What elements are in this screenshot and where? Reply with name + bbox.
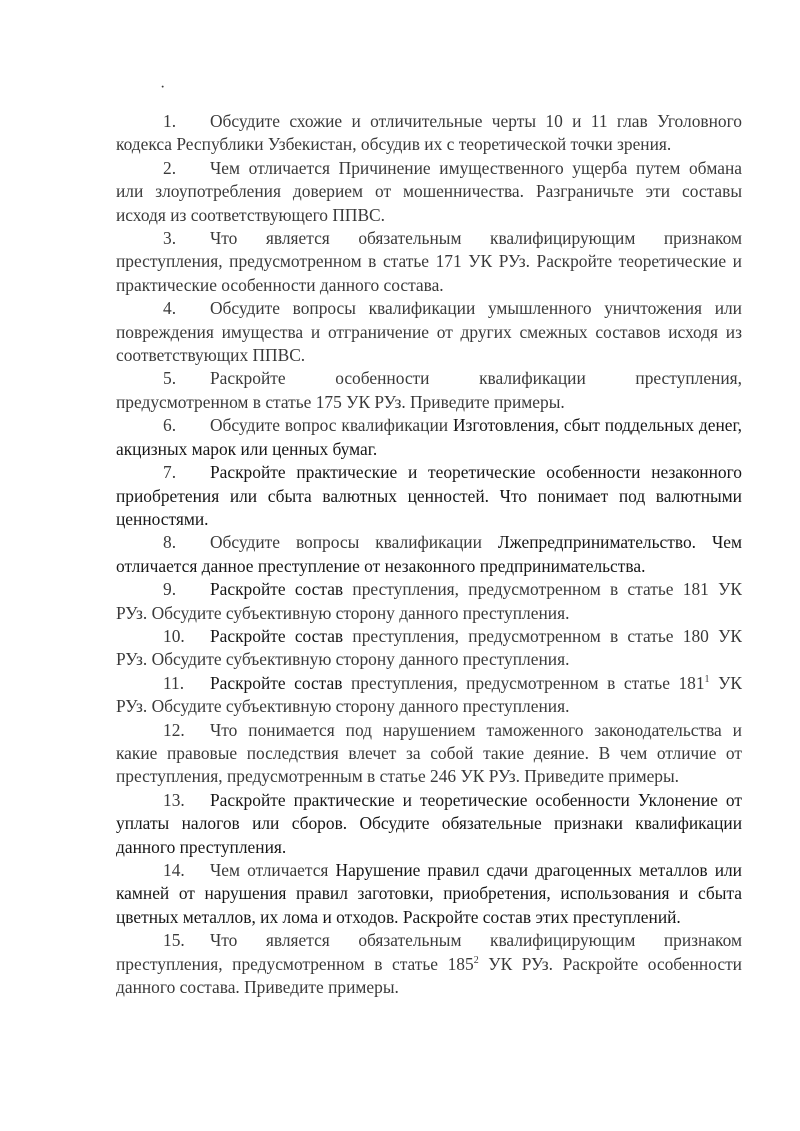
- question-text: Изготовления, сбыт поддельных денег, акцизных марок или ценных бумаг.: [116, 415, 742, 459]
- question-number: 8.: [163, 532, 177, 553]
- question-number: 6.: [163, 415, 177, 436]
- question-text: УК РУз. Раскройте особенности данного состава. Приведите примеры.: [116, 953, 742, 998]
- question-text: преступления, предусмотренном в статье 181: [342, 672, 705, 693]
- question-text: Обсудите схожие и отличительные черты 10 и 11 глав Уголовного кодекса Республики Узбекистан, обсудив их с теоретической точки зрения.: [116, 111, 742, 155]
- superscript: 1: [704, 673, 710, 685]
- question-item: [116, 297, 742, 367]
- question-text: Раскройте практические и теоретические особенности Уклонение от уплаты налогов или сборов. Обсудите обязательные признаки квалификации данного преступления.: [116, 789, 742, 857]
- bullet-mark: ·: [160, 79, 166, 96]
- question-number: 13.: [163, 789, 185, 810]
- question-text: Что является обязательным квалифицирующим признаком преступления, предусмотренном в статье 185: [116, 930, 742, 974]
- question-list: [116, 110, 742, 999]
- question-number: 10.: [163, 625, 185, 646]
- superscript: 2: [473, 954, 479, 966]
- question-text: преступления, предусмотренном в статье 181 УК РУз. Обсудите субъективную сторону данного преступления.: [116, 579, 743, 623]
- question-text: Обсудите вопрос квалификации: [210, 415, 453, 436]
- question-text: Лжепредпринимательство. Чем отличается данное преступление от незаконного предпринимательства.: [116, 532, 742, 576]
- question-text: преступления, предусмотренном в статье 180 УК РУз. Обсудите субъективную сторону данного преступления.: [116, 625, 743, 670]
- question-number: 1.: [163, 111, 177, 131]
- question-item: [116, 578, 742, 625]
- question-item: [116, 719, 742, 789]
- question-text: Раскройте состав: [210, 672, 343, 693]
- question-item: [116, 929, 742, 999]
- question-number: 5.: [163, 368, 177, 389]
- question-number: 14.: [163, 860, 185, 880]
- question-item: [116, 625, 742, 672]
- question-text: Чем отличается: [210, 860, 336, 880]
- question-item: [116, 672, 742, 719]
- question-text: Обсудите вопросы квалификации умышленного уничтожения или повреждения имущества и отграничение от других смежных составов исходя из соответствующих ППВС.: [116, 298, 742, 366]
- question-item: [116, 531, 742, 578]
- question-item: [116, 414, 742, 461]
- question-item: [116, 110, 742, 157]
- question-number: 12.: [163, 719, 185, 740]
- question-item: [116, 859, 742, 929]
- question-item: [116, 227, 742, 297]
- question-text: Обсудите вопросы квалификации: [210, 532, 498, 553]
- question-item: [116, 367, 742, 414]
- question-text: Чем отличается Причинение имущественного ущерба путем обмана или злоупотребления доверием от мошенничества. Разграничьте эти составы исходя из соответствующего ППВС.: [116, 157, 742, 225]
- question-number: 4.: [163, 298, 177, 319]
- question-item: [116, 157, 742, 227]
- question-number: 3.: [163, 228, 177, 249]
- question-text: Раскройте состав: [210, 625, 344, 646]
- question-text: Что понимается под нарушением таможенного законодательства и какие правовые последствия влечет за собой такие деяние. В чем отличие от преступления, предусмотренным в статье 246 УК РУз. Приведите примеры.: [116, 719, 742, 787]
- question-number: 9.: [163, 579, 177, 600]
- question-text: Раскройте состав: [210, 579, 344, 600]
- question-text: Нарушение правил сдачи драгоценных металлов или камней от нарушения правил заготовки, приобретения, использования и сбыта цветных металлов, их лома и отходов. Раскройте состав этих преступлений.: [116, 860, 742, 927]
- question-number: 11.: [163, 672, 185, 693]
- question-number: 7.: [163, 462, 177, 483]
- question-number: 2.: [163, 157, 177, 178]
- question-text: УК РУз. Обсудите субъективную сторону данного преступления.: [116, 672, 743, 717]
- question-text: Раскройте практические и теоретические особенности незаконного приобретения или сбыта валютных ценностей. Что понимает под валютными ценностями.: [116, 462, 742, 529]
- question-item: [116, 461, 742, 531]
- question-item: [116, 789, 742, 859]
- question-number: 15.: [163, 930, 185, 951]
- question-text: Раскройте особенности квалификации преступления, предусмотренном в статье 175 УК РУз. Приведите примеры.: [116, 368, 742, 412]
- question-text: Что является обязательным квалифицирующим признаком преступления, предусмотренном в статье 171 УК РУз. Раскройте теоретические и практические особенности данного состава.: [116, 228, 742, 295]
